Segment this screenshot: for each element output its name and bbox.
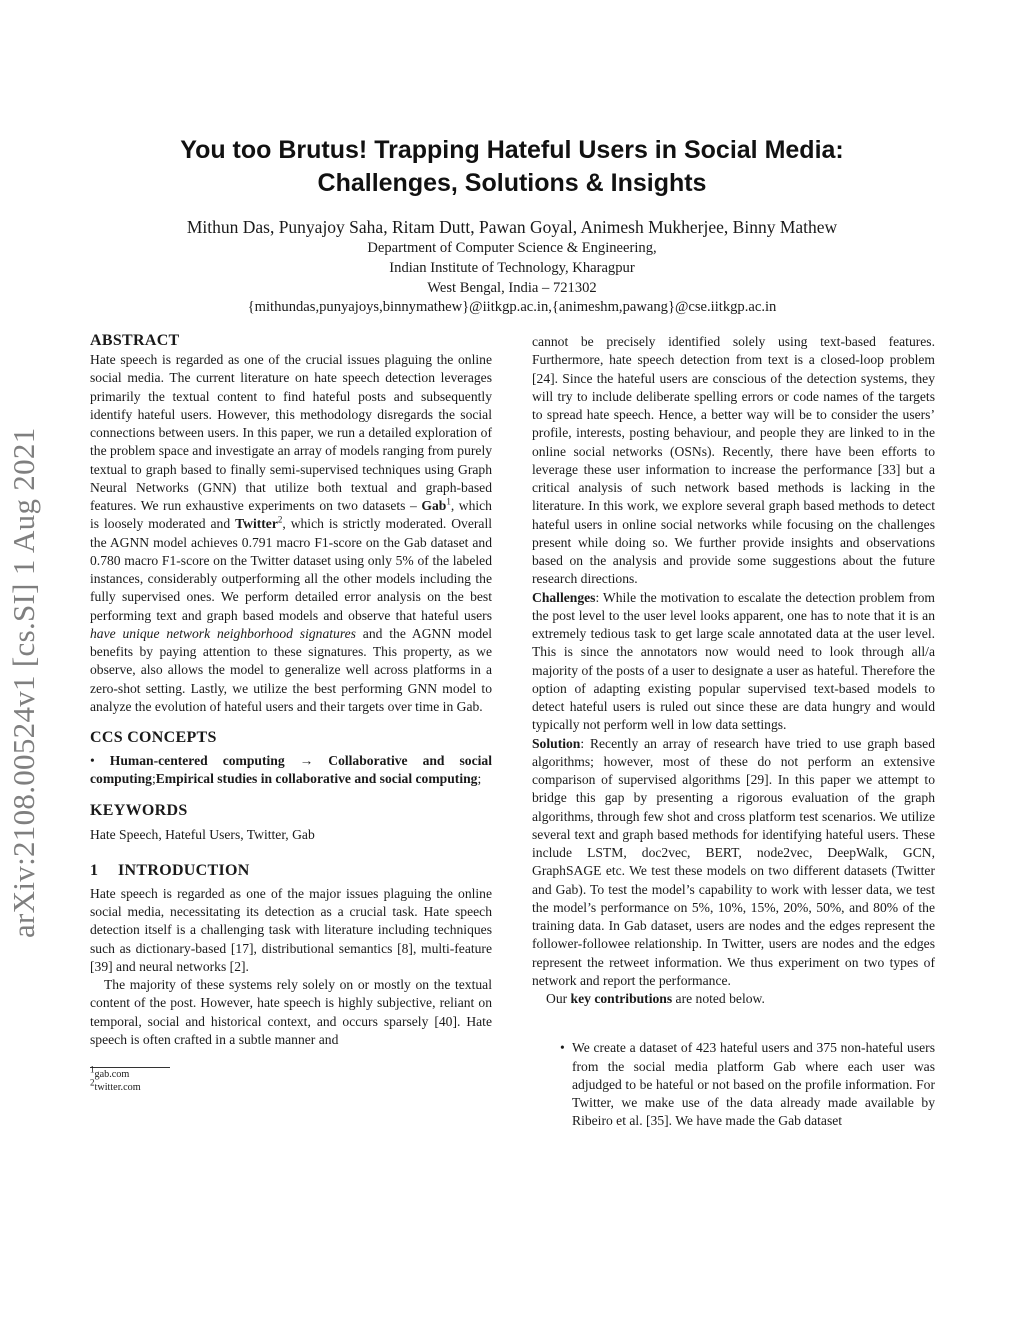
contribution-list (532, 1039, 935, 1130)
footnote-2: $^2$twitter.com (90, 1077, 141, 1093)
intro-paragraph-1: Hate speech is regarded as one of the major issues plaguing the online social media, necessitating its detection as a crucial task. Hate speech detection itself is a challenging task with literature including techniques such as dictionary-based [17], distributional semantics [8], multi-feature [39] and neural networks [2]. (90, 885, 492, 974)
intro-paragraph-2: The majority of these systems rely solely on or mostly on the textual content of the post. However, hate speech is highly subjective, reliant on temporal, social and historical context, and occurs sparsely [40]. Hate speech is often crafted in a subtle manner and (90, 977, 492, 1047)
ccs-concepts: • Human-centered computing → Collaborative and social computing;Empirical studies in collaborative and social computing; (90, 753, 492, 787)
bullet-icon: • (560, 1040, 565, 1056)
contribution-item-1: We create a dataset of 423 hateful users and 375 non-hateful users from the social media platform Gab where each user was adjudged to be hateful or not based on the profile information. For Twitter, we make use of the data already made available by Ribeiro et al. [35]. We have made the Gab dataset (572, 1040, 935, 1129)
footnote-ref-2[interactable]: 2 (277, 514, 283, 525)
affiliation-department: Department of Computer Science & Engineering, (367, 240, 657, 256)
contributions-intro: Our key contributions are noted below. (546, 991, 765, 1006)
keywords-heading: KEYWORDS (90, 801, 188, 819)
title-line-2: Challenges, Solutions & Insights (317, 169, 707, 197)
ccs-heading: CCS CONCEPTS (90, 729, 217, 746)
arxiv-identifier[interactable]: arXiv:2108.00524v1 [cs.SI] 1 Aug 2021 (6, 427, 41, 938)
challenges-label: Challenges (532, 589, 596, 605)
right-column (532, 333, 935, 1131)
footnote-1-link[interactable]: gab.com (94, 1069, 130, 1080)
affiliation (100, 239, 924, 318)
abstract-heading: ABSTRACT (90, 332, 180, 349)
abstract-text: Hate speech is regarded as one of the crucial issues plaguing the online social media. The current literature on hate speech detection leverages primarily the textual content to find hateful posts and subsequently identify hateful users. However, this methodology disregards the social connections between users. In this paper, we run a detailed exploration of the problem space and investigate an array of models ranging from purely textual to graph based to finally semi-supervised techniques using Graph Neural Networks (GNN) that utilize both textual and graph-based features. We run exhaustive experiments on two datasets – Gab$^1$, which is loosely moderated and Twitter$^2$, which is strictly moderated. Overall the AGNN model achieves 0.791 macro F1-score on the Gab dataset and 0.780 macro F1-score on the Twitter dataset using only 5% of the labeled instances, considerably outperforming all the other models including the fully supervised ones. We perform detailed error analysis on the best performing text and graph based models and observe that hateful users have unique network neighborhood signatures and the AGNN model benefits by paying attention to these signatures. This property, as we observe, also allows the model to generalize well across platforms in a zero-shot setting. Lastly, we utilize the best performing GNN model to analyze the evolution of hateful users and their targets over time in Gab. (90, 352, 493, 714)
left-column (90, 331, 492, 1094)
author-list: Mithun Das, Punyajoy Saha, Ritam Dutt, Pawan Goyal, Animesh Mukherjee, Binny Mathew (186, 217, 838, 237)
footnote-ref-1[interactable]: 1 (446, 496, 451, 507)
solution-paragraph: Solution: Recently an array of research have tried to use graph based algorithms; however, most of these do not perform an extensive comparison of supervised algorithms [29]. In this paper we attempt to bridge this gap by presenting a rigorous evaluation of the graph algorithms, through few shot and cross platform test scenarios. We utilize several text and graph based methods for identifying hateful users. These include LSTM, doc2vec, BERT, node2vec, DeepWalk, GCN, GraphSAGE etc. We test these models on two different datasets (Twitter and Gab). To test the model’s capability to work with lesser data, we test the model’s performance on 5%, 10%, 15%, 20%, 50%, and 80% of the training data. In Gab dataset, users are nodes and the edges represent the follower-followee relationship. In Twitter, users are nodes and the edges represent the retweet information. We thus experiment on two types of network and report the performance. (532, 735, 935, 988)
keywords-text: Hate Speech, Hateful Users, Twitter, Gab (90, 826, 315, 842)
affiliation-location: West Bengal, India – 721302 (427, 279, 597, 296)
footnote-2-link[interactable]: twitter.com (94, 1082, 141, 1093)
abstract-emphasis: have unique network neighborhood signatures (90, 625, 356, 641)
intro-continued-paragraph: cannot be precisely identified solely using text-based features. Furthermore, hate speech detection from text is a closed-loop problem [24]. Since the hateful users are conscious of the detection systems, they will try to include deliberate spelling errors or code names of the targets to spread hate speech. Hence, a better way will be to consider the users’ profile, interests, posting behaviour, and people they are linked to in the online social networks (OSNs). Recently, there have been efforts to leverage these user information to increase the performance [33] but a critical analysis of such network based methods is lacking in the literature. In this work, we explore several graph based methods to detect hateful users in online social networks while focusing on the challenges present while doing so. We further provide insights and observations based on the analysis and provide some suggestions about the future research directions. (532, 334, 935, 587)
affiliation-institute: Indian Institute of Technology, Kharagpur (389, 259, 635, 276)
solution-label: Solution (532, 735, 581, 751)
gab-term: Gab (421, 498, 447, 513)
section-number: 1 (90, 861, 99, 879)
affiliation-emails[interactable]: {mithundas,punyajoys,binnymathew}@iitkgp.ac.in,{animeshm,pawang}@cse.iitkgp.ac.in (247, 299, 777, 316)
footnote-1: $^1$gab.com (90, 1064, 130, 1080)
paper-title (100, 134, 924, 200)
introduction-heading: 1 INTRODUCTION (90, 861, 250, 879)
title-line-1: You too Brutus! Trapping Hateful Users in Social Media: (180, 136, 844, 164)
challenges-paragraph: Challenges: While the motivation to escalate the detection problem from the post level to the user level looks apparent, one has to note that it is an extremely tedious task to get large scale annotated data at the user level. This is since the annotators now would need to look through all/a majority of the posts of a user to designate a user as hateful. Therefore the option of adapting existing popular supervised text-based models to detect hateful users is ruled out since these are data hungry and would typically not perform well in low data settings. (532, 589, 935, 733)
twitter-term: Twitter (235, 516, 278, 532)
